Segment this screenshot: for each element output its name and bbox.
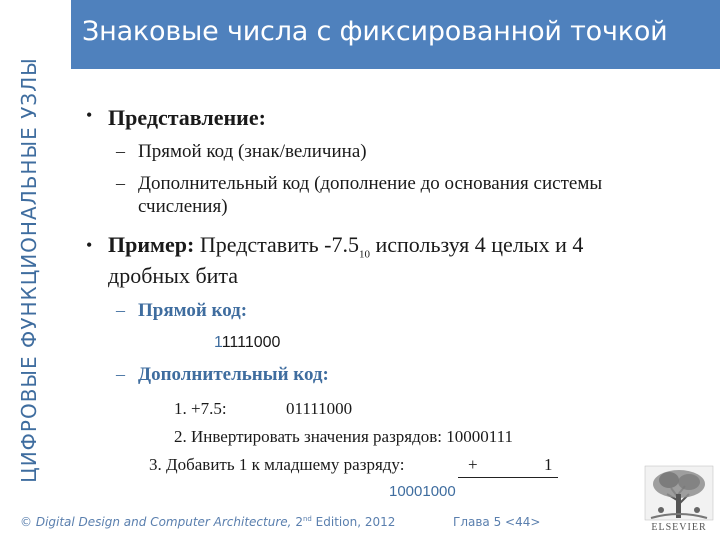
edition-suffix: nd bbox=[302, 515, 312, 523]
side-title: ЦИФРОВЫЕ ФУНКЦИОНАЛЬНЫЕ УЗЛЫ bbox=[17, 57, 41, 483]
edition-rest: Edition, 2012 bbox=[315, 515, 396, 529]
copyright-symbol: © bbox=[20, 515, 32, 529]
step2-text: 2. Инвертировать значения разрядов: 10000111 bbox=[174, 427, 513, 446]
step1-value: 01111000 bbox=[286, 399, 353, 418]
example-subscript: 10 bbox=[358, 248, 370, 261]
example-text-a: Представить -7.5 bbox=[199, 232, 359, 257]
direct-code-label: Прямой код: bbox=[138, 300, 248, 321]
bullet-dot: • bbox=[86, 235, 93, 255]
dash-marker: – bbox=[116, 173, 125, 193]
edition-number: 2 bbox=[295, 515, 303, 529]
example-label: Пример: bbox=[108, 232, 195, 257]
step3-plus: + bbox=[468, 455, 478, 474]
magnitude-bits: 1111000 bbox=[221, 334, 281, 351]
dash-marker: – bbox=[116, 300, 125, 320]
bullet-dot: • bbox=[86, 105, 93, 125]
step3-one: 1 bbox=[544, 455, 553, 474]
elsevier-logo bbox=[641, 464, 717, 536]
dash-marker: – bbox=[116, 364, 125, 384]
dash-marker: – bbox=[116, 141, 125, 161]
step1-label: 1. +7.5: bbox=[174, 399, 227, 418]
footer-chapter: Глава 5 <44> bbox=[453, 515, 541, 529]
example-line2: дробных бита bbox=[108, 263, 239, 288]
sum-line bbox=[458, 477, 558, 478]
sub-item-direct-code: Прямой код (знак/величина) bbox=[138, 141, 367, 162]
book-title: Digital Design and Computer Architecture, bbox=[35, 515, 292, 529]
sub-item-complement-line1: Дополнительный код (дополнение до основания системы bbox=[138, 173, 603, 194]
direct-code-value bbox=[214, 334, 280, 352]
example-text-b: используя 4 целых и 4 bbox=[375, 232, 584, 257]
footer-book bbox=[20, 515, 395, 529]
slide-title: Знаковые числа с фиксированной точкой bbox=[82, 16, 668, 47]
example-line1 bbox=[108, 232, 583, 260]
step3-label: 3. Добавить 1 к младшему разряду: bbox=[149, 455, 405, 474]
complement-code-label: Дополнительный код: bbox=[138, 364, 329, 385]
result-value: 10001000 bbox=[389, 483, 456, 500]
sign-bit: 1 bbox=[214, 334, 222, 351]
sub-item-complement-line2: счисления) bbox=[138, 196, 228, 217]
representation-label: Представление: bbox=[108, 105, 266, 130]
logo-text: ELSEVIER bbox=[651, 522, 707, 533]
